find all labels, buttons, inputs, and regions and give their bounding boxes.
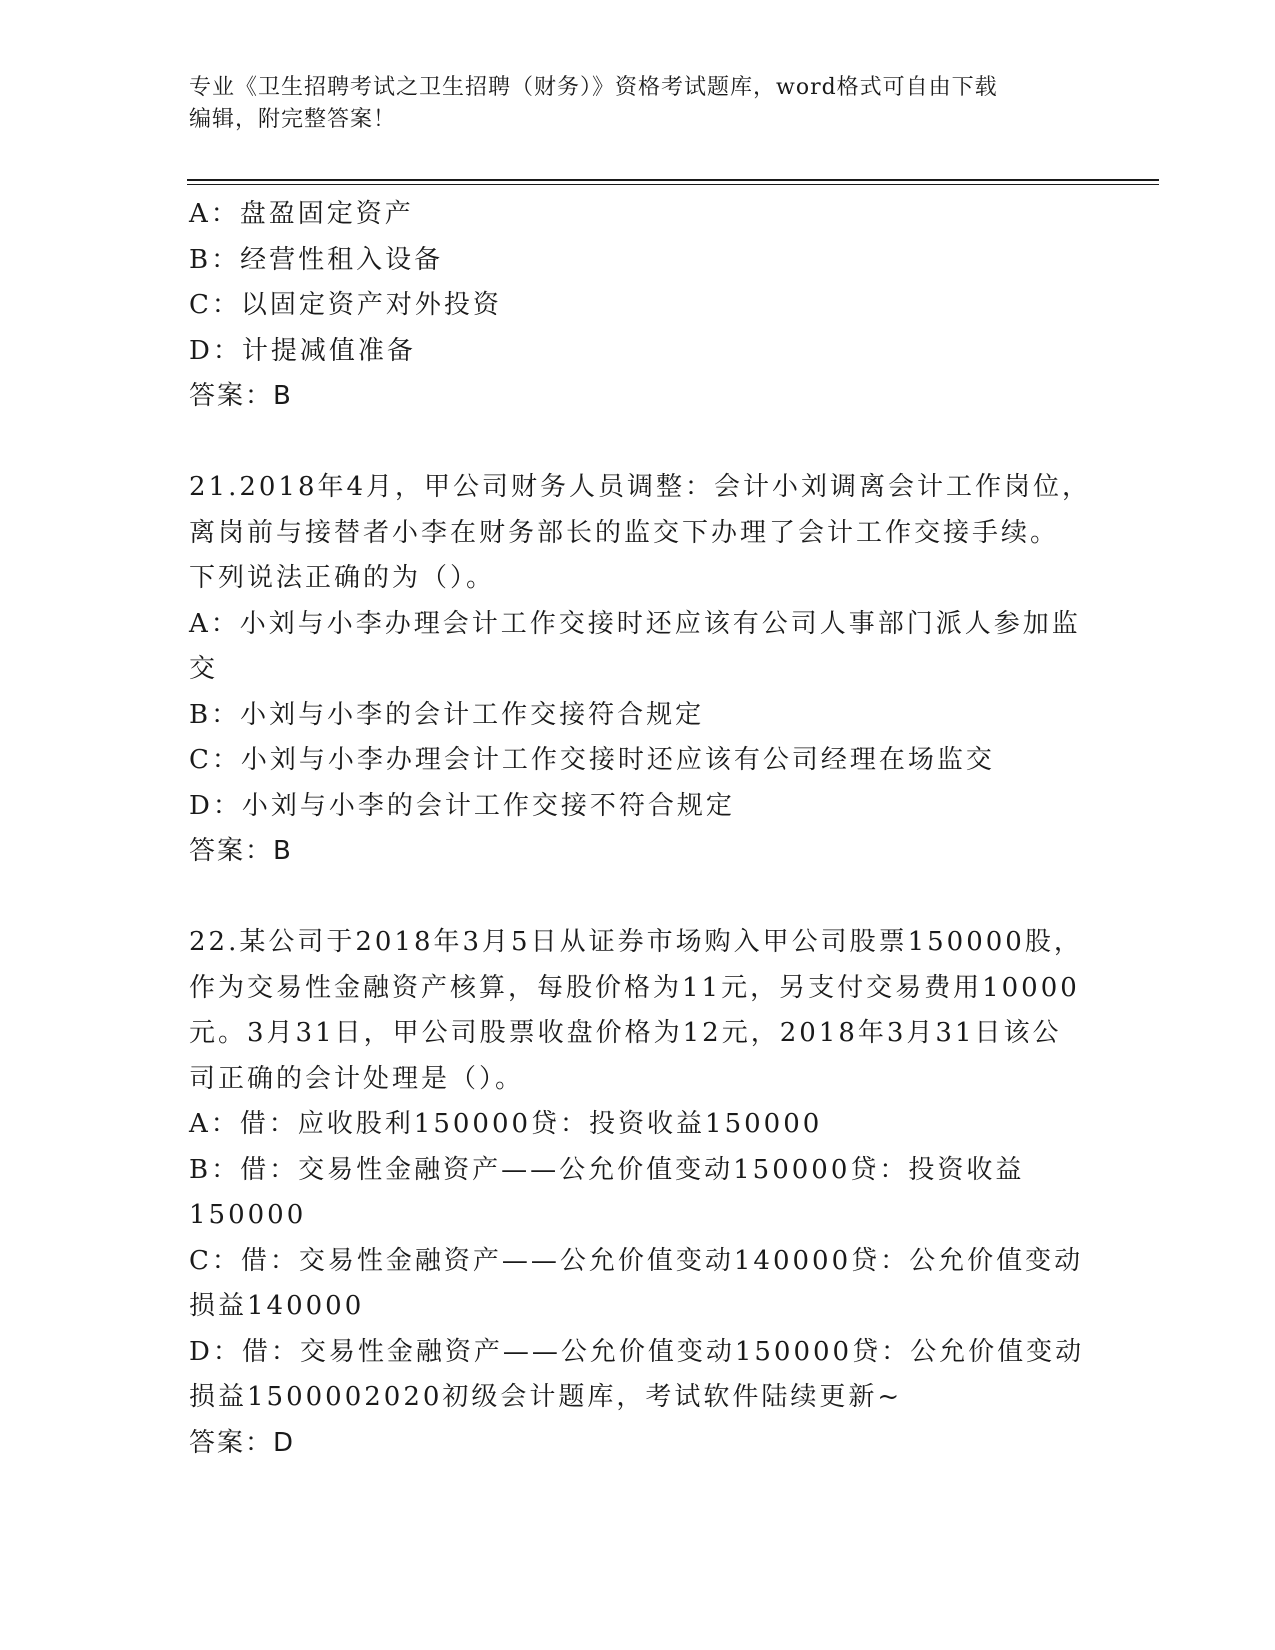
q21-stem-line-3: 下列说法正确的为（）。 [189, 563, 496, 593]
q22-stem-line-4: 司正确的会计处理是（）。 [189, 1063, 525, 1094]
q22-option-b-line-1: B：借：交易性金融资产——公允价值变动150000贷：投资收益 [189, 1154, 1025, 1185]
q22-stem-line-2: 作为交易性金融资产核算，每股价格为11元，另支付交易费用10000 [189, 972, 1080, 1003]
document-header [189, 72, 1089, 136]
q22-option-c-line-1: C：借：交易性金融资产——公允价值变动140000贷：公允价值变动 [189, 1245, 1084, 1276]
q22-stem-line-3: 元。3月31日，甲公司股票收盘价格为12元，2018年3月31日该公 [189, 1018, 1062, 1048]
header-divider-thin [187, 184, 1159, 185]
q21-stem-line-2: 离岗前与接替者小李在财务部长的监交下办理了会计工作交接手续。 [189, 517, 1060, 548]
header-line-1: 专业《卫生招聘考试之卫生招聘（财务）》资格考试题库，word格式可自由下载 [189, 75, 998, 100]
q21-option-c: C：小刘与小李办理会计工作交接时还应该有公司经理在场监交 [189, 745, 995, 775]
q22-option-a: A：借：应收股利150000贷：投资收益150000 [189, 1109, 823, 1139]
header-line-2: 编辑，附完整答案！ [189, 107, 397, 132]
spacer [189, 875, 1089, 921]
q22-answer: 答案：D [189, 1427, 296, 1458]
q21-stem-line-1: 21.2018年4月，甲公司财务人员调整：会计小刘调离会计工作岗位， [189, 472, 1092, 502]
q21-option-a-line-1: A：小刘与小李办理会计工作交接时还应该有公司人事部门派人参加监 [189, 608, 1081, 639]
question-20 [189, 192, 1089, 420]
q21-option-d: D：小刘与小李的会计工作交接不符合规定 [189, 790, 735, 821]
question-21 [189, 465, 1092, 875]
q22-option-d-line-1: D：借：交易性金融资产——公允价值变动150000贷：公允价值变动 [189, 1336, 1085, 1367]
q21-option-b: B：小刘与小李的会计工作交接符合规定 [189, 699, 705, 730]
header-divider-thick [187, 179, 1159, 181]
q20-option-a: A：盘盈固定资产 [189, 199, 414, 229]
q21-answer: 答案：B [189, 836, 293, 866]
q20-option-c: C：以固定资产对外投资 [189, 290, 502, 320]
q21-option-a-line-2: 交 [189, 654, 219, 684]
q22-option-b-line-2: 150000 [189, 1200, 307, 1230]
question-22 [189, 920, 1089, 1466]
spacer [189, 420, 1089, 466]
q22-option-c-line-2: 损益140000 [189, 1291, 365, 1321]
q22-stem-line-1: 22.某公司于2018年3月5日从证券市场购入甲公司股票150000股， [189, 927, 1083, 957]
q20-answer: 答案：B [189, 381, 293, 411]
q20-option-d: D：计提减值准备 [189, 335, 416, 366]
q22-option-d-line-2: 损益1500002020初级会计题库，考试软件陆续更新~ [189, 1382, 903, 1412]
question-list [189, 192, 1092, 1466]
q20-option-b: B：经营性租入设备 [189, 244, 444, 275]
